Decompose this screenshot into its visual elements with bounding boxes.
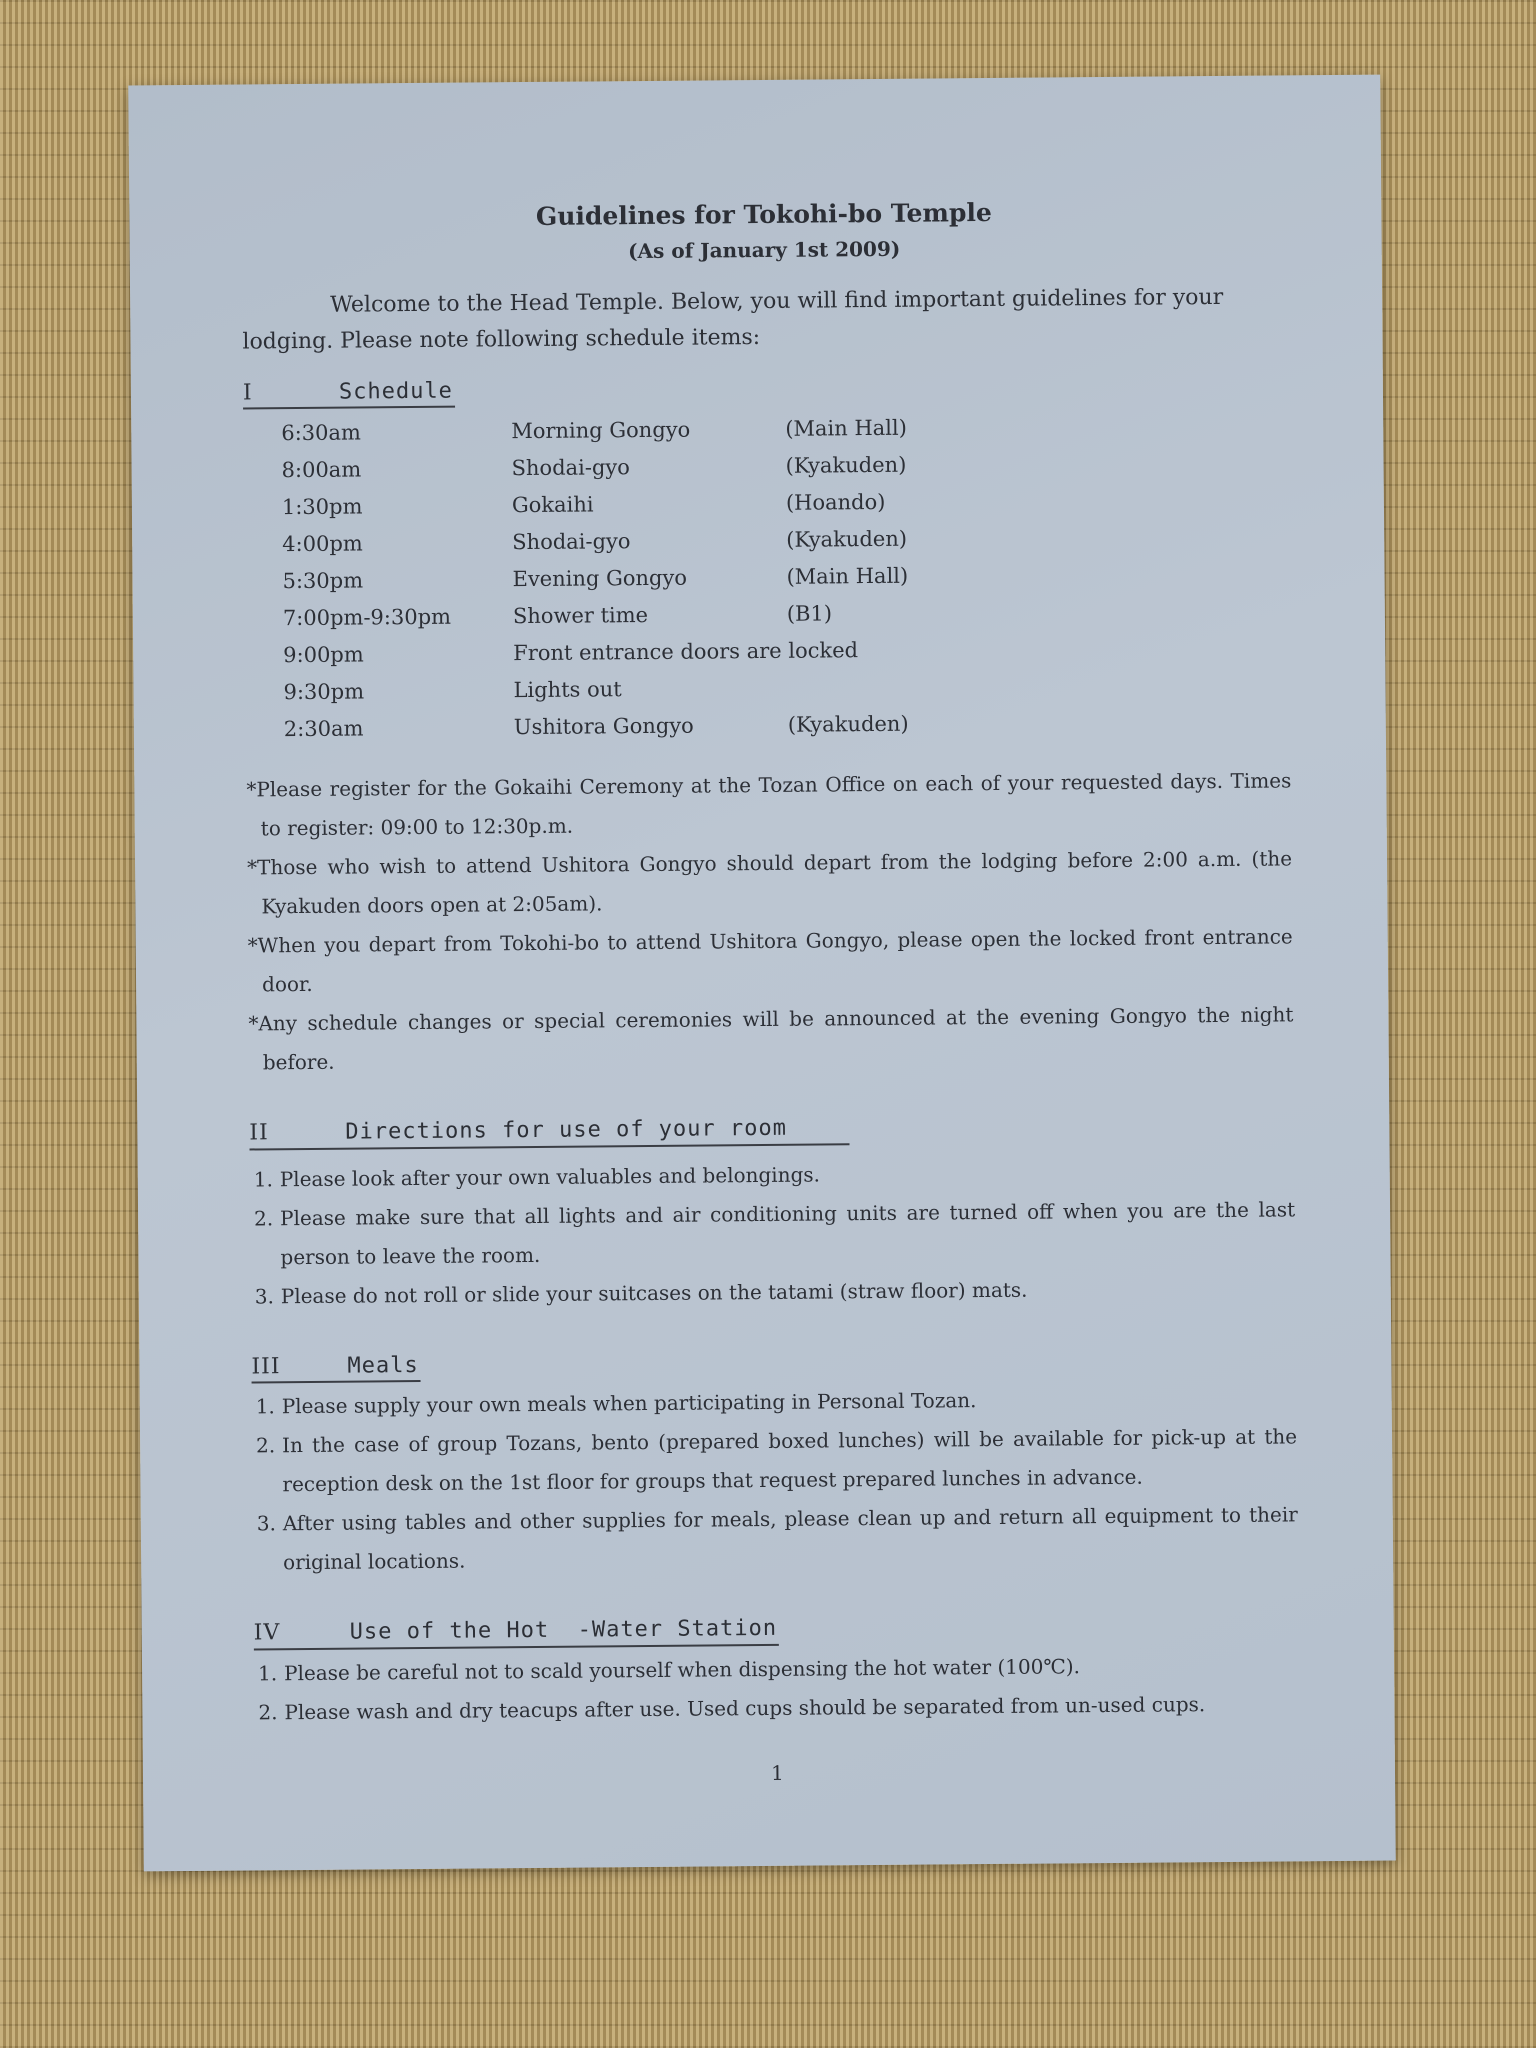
schedule-event: Shodai-gyo xyxy=(511,455,630,481)
item-text: Please supply your own meals when participating in Personal Tozan. xyxy=(281,1388,977,1419)
schedule-event: Front entrance doors are locked xyxy=(513,638,859,666)
item-number: 2. xyxy=(254,1206,274,1231)
item-text: Please wash and dry teacups after use. Used cups should be separated from un-used cups. xyxy=(284,1692,1206,1725)
list-item xyxy=(257,1496,1299,1583)
schedule-time: 6:30am xyxy=(281,420,361,446)
section-heading-schedule xyxy=(243,377,455,409)
item-number: 1. xyxy=(255,1394,275,1419)
page-number: 1 xyxy=(771,1760,784,1785)
section-number: III xyxy=(251,1353,281,1380)
list-item xyxy=(255,1268,1296,1316)
item-number: 1. xyxy=(257,1661,278,1686)
schedule-place: (Kyakuden) xyxy=(786,527,908,553)
item-number: 1. xyxy=(253,1167,273,1192)
schedule-place: (Main Hall) xyxy=(785,416,907,442)
item-text: Please be careful not to scald yourself when dispensing the hot water (100℃). xyxy=(283,1654,1081,1686)
meals-list xyxy=(256,1379,1299,1583)
schedule-time: 9:30pm xyxy=(283,679,365,705)
schedule-event: Morning Gongyo xyxy=(511,418,691,444)
hot-water-list xyxy=(258,1645,1300,1732)
section-number: IV xyxy=(253,1620,281,1646)
room-directions-list xyxy=(254,1151,1296,1316)
item-text: After using tables and other supplies for meals, please clean up and return all equipment to their original locations. xyxy=(282,1502,1298,1575)
section-number: I xyxy=(242,380,253,406)
schedule-event: Shodai-gyo xyxy=(512,529,631,555)
item-number: 2. xyxy=(258,1700,278,1725)
item-number: 2. xyxy=(256,1433,276,1458)
schedule-event: Evening Gongyo xyxy=(512,566,688,592)
schedule-table xyxy=(281,407,1291,749)
schedule-notes xyxy=(246,762,1294,1083)
schedule-place: (Kyakuden) xyxy=(787,712,909,738)
item-text: In the case of group Tozans, bento (prepared boxed lunches) will be available for pick-up at the reception desk on the 1st floor for groups that request prepared lunches in advance. xyxy=(282,1424,1298,1497)
schedule-row xyxy=(284,703,1291,749)
section-number: II xyxy=(249,1120,269,1146)
item-text: Please make sure that all lights and air conditioning units are turned off when you are the last person to leave the room. xyxy=(280,1197,1296,1269)
section-heading-meals xyxy=(251,1352,420,1384)
schedule-time: 7:00pm-9:30pm xyxy=(282,605,452,631)
schedule-place xyxy=(858,647,1290,651)
schedule-note: *Those who wish to attend Ushitora Gongyo should depart from the lodging before 2:00 a.m. (the Kyakuden doors open at 2:05am). xyxy=(246,846,1293,919)
schedule-event: Shower time xyxy=(512,603,649,629)
section-heading-room xyxy=(249,1114,849,1150)
item-text: Please look after your own valuables and belongings. xyxy=(279,1162,821,1191)
list-item xyxy=(256,1418,1298,1505)
document-subtitle: (As of January 1st 2009) xyxy=(627,236,901,264)
section-title: Meals xyxy=(347,1352,419,1379)
item-number: 3. xyxy=(254,1284,274,1309)
schedule-place: (Hoando) xyxy=(785,490,886,516)
schedule-time: 2:30am xyxy=(283,716,364,742)
list-item xyxy=(258,1684,1299,1732)
schedule-event: Ushitora Gongyo xyxy=(513,713,694,740)
section-title: Use of the Hot -Water Station xyxy=(349,1616,778,1645)
schedule-note: *Any schedule changes or special ceremonies will be announced at the evening Gongyo the night before. xyxy=(248,1002,1294,1075)
item-text: Please do not roll or slide your suitcases on the tatami (straw floor) mats. xyxy=(280,1277,1028,1308)
schedule-place: (Main Hall) xyxy=(786,564,909,590)
schedule-note: *When you depart from Tokohi-bo to attend Ushitora Gongyo, please open the locked front entrance door. xyxy=(247,924,1293,997)
document-sheet xyxy=(128,75,1396,1872)
document-title: Guidelines for Tokohi-bo Temple xyxy=(535,197,992,231)
schedule-time: 8:00am xyxy=(281,457,362,483)
list-item xyxy=(254,1190,1296,1277)
section-heading-hot-water xyxy=(254,1615,780,1650)
schedule-note: *Please register for the Gokaihi Ceremony at the Tozan Office on each of your requested days. Times to register: 09:00 to 12:30p.m. xyxy=(246,768,1292,841)
schedule-place: (B1) xyxy=(786,601,833,627)
schedule-place xyxy=(788,684,1291,688)
schedule-time: 9:00pm xyxy=(283,642,364,668)
schedule-time: 4:00pm xyxy=(282,531,363,557)
section-title: Schedule xyxy=(338,378,453,405)
item-number: 3. xyxy=(256,1511,276,1536)
schedule-place: (Kyakuden) xyxy=(785,453,907,479)
intro-paragraph: Welcome to the Head Temple. Below, you will find important guidelines for your lodging. Please note following schedule items: xyxy=(242,284,1224,355)
schedule-time: 5:30pm xyxy=(282,568,364,594)
section-title: Directions for use of your room xyxy=(345,1115,788,1145)
document-content xyxy=(241,195,1300,1793)
schedule-event: Lights out xyxy=(513,677,622,703)
schedule-event: Gokaihi xyxy=(511,492,594,518)
schedule-time: 1:30pm xyxy=(281,494,363,520)
